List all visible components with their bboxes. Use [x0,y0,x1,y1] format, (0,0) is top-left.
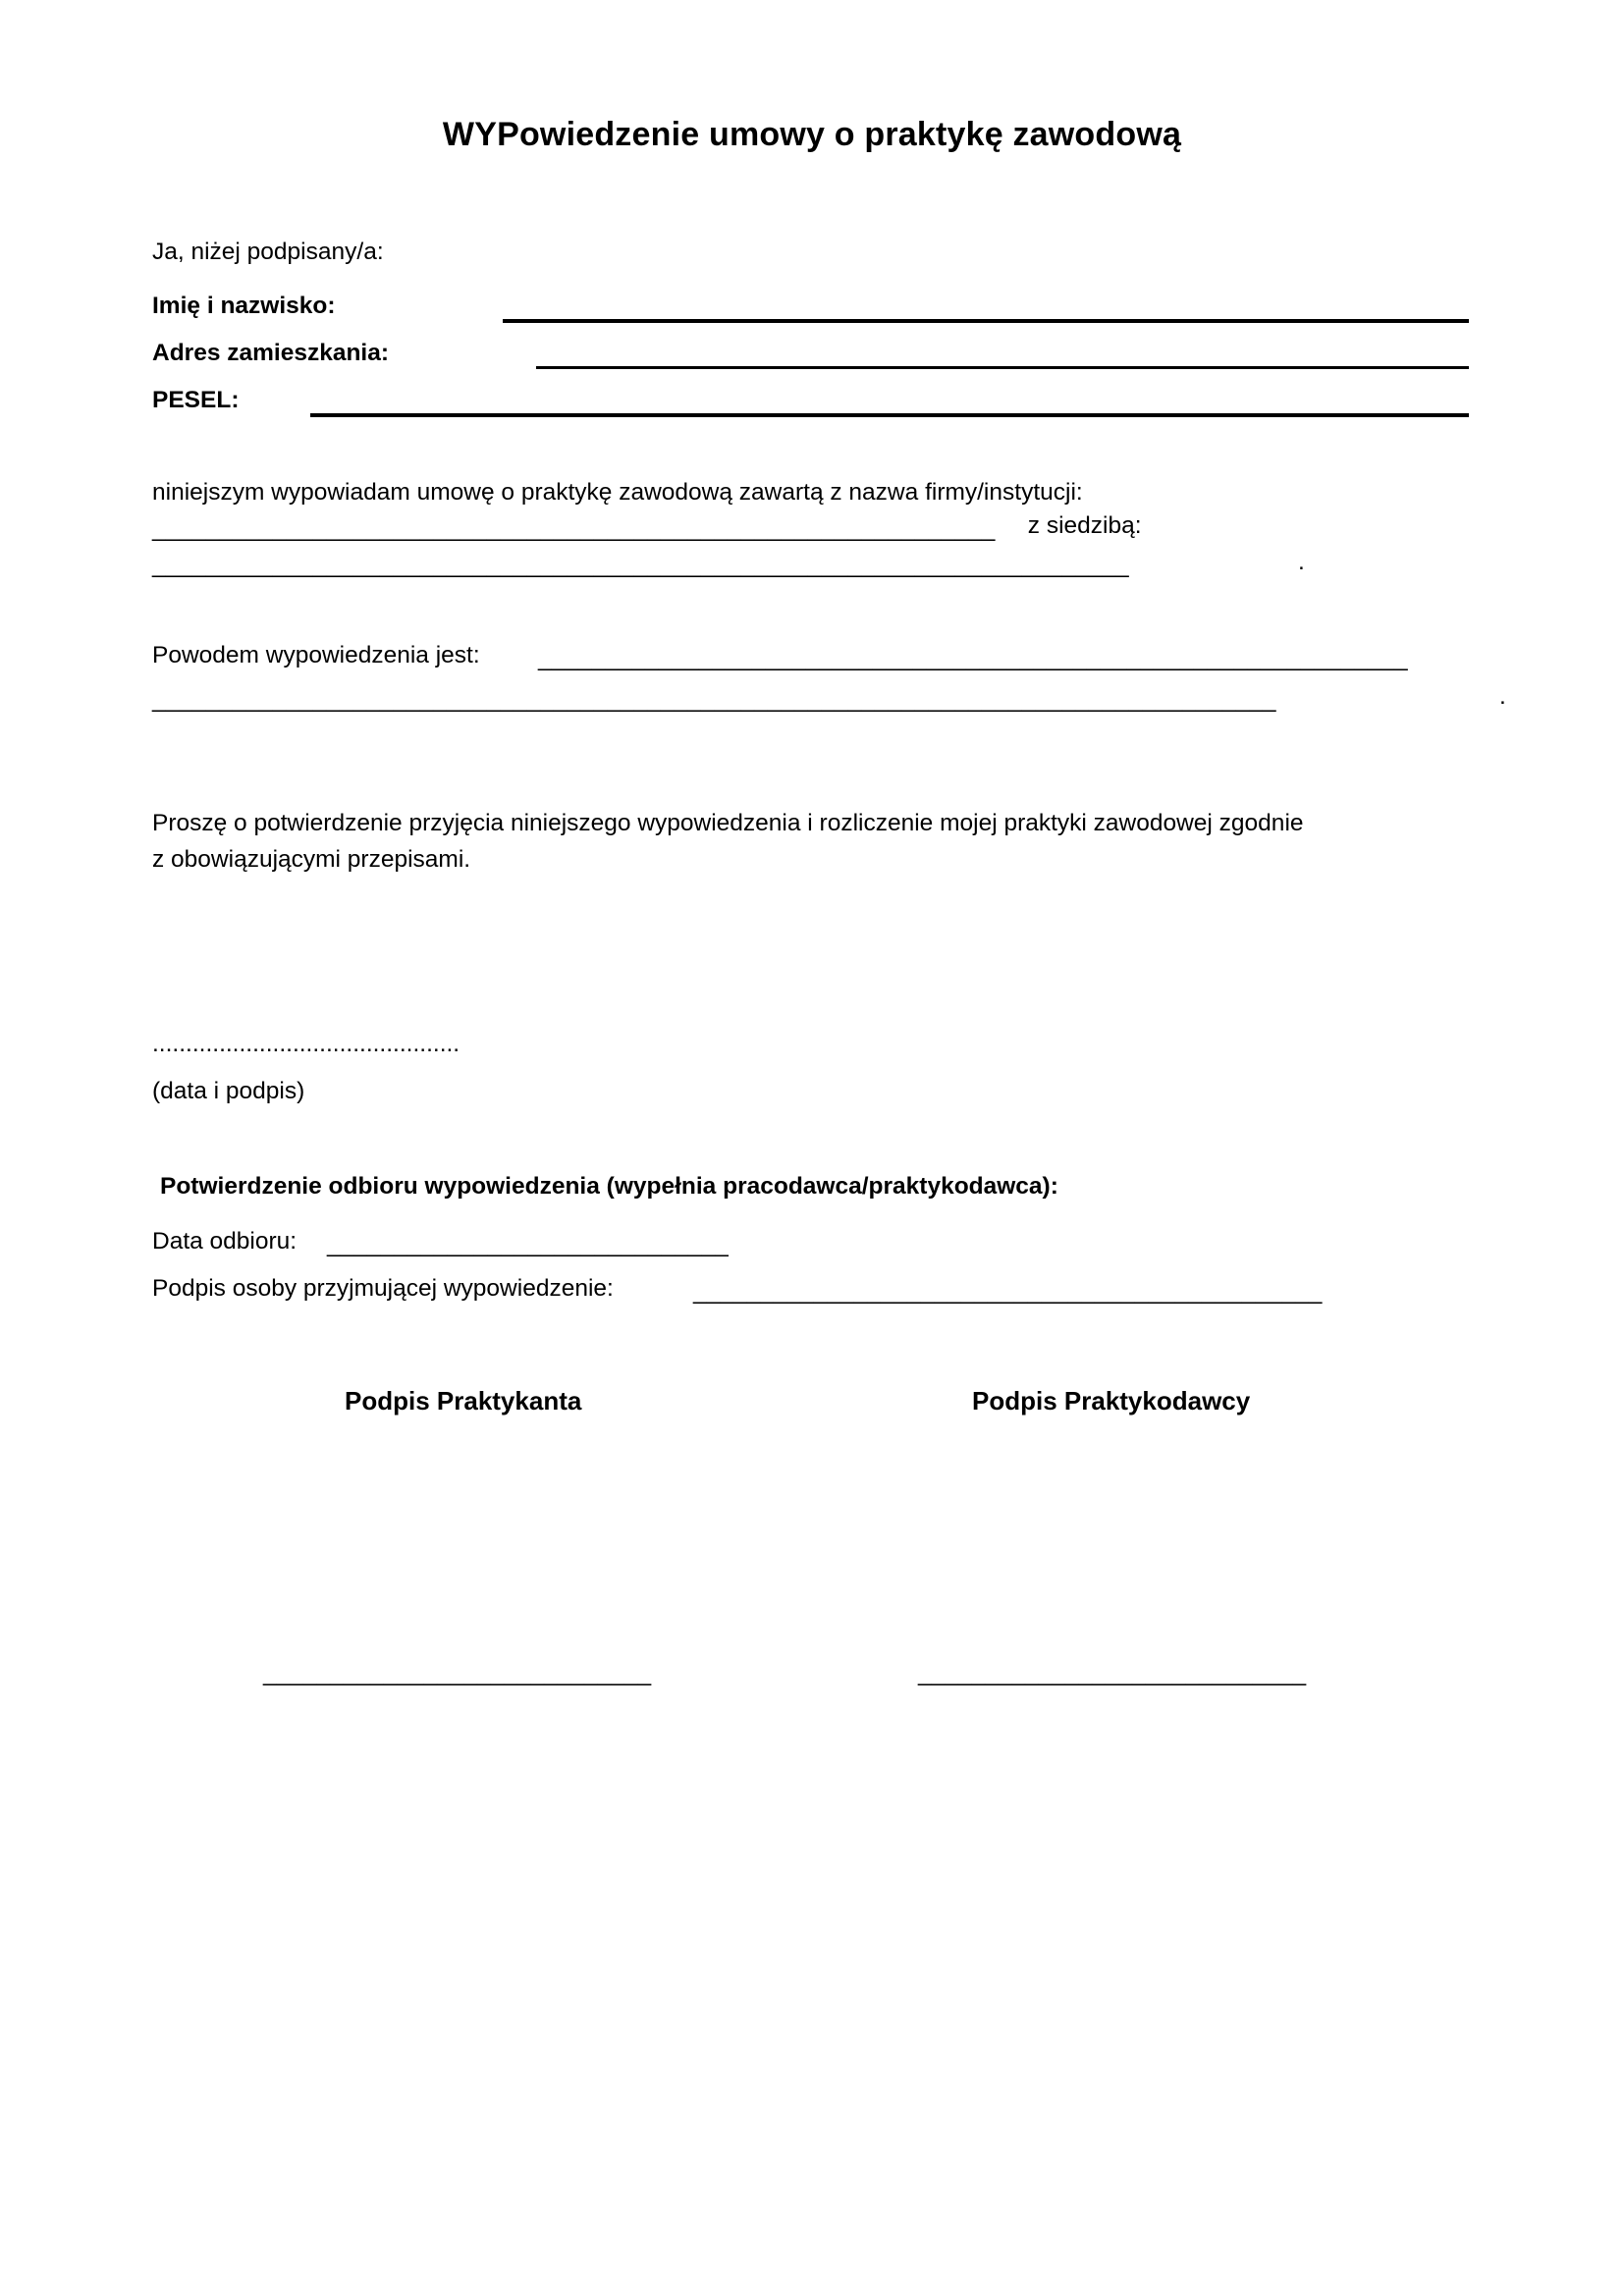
receipt-signature-label: Podpis osoby przyjmującej wypowiedzenie: [152,1275,614,1302]
request-line-2: z obowiązującymi przepisami. [152,846,471,873]
field-input-address[interactable] [536,366,1469,369]
signature-line-employer[interactable]: _____________________________ [918,1660,1307,1686]
reason-blank-2[interactable]: ____________________________________________________________________________________ [152,686,1276,713]
date-signature-caption: (data i podpis) [152,1078,305,1104]
reason-period: . [1499,683,1506,710]
clause-line-1: niniejszym wypowiadam umowę o praktykę zawodową zawartą z nazwa firmy/instytucji: [152,479,1083,506]
field-label-address: Adres zamieszkania: [152,340,390,366]
field-label-pesel: PESEL: [152,387,240,413]
receipt-date-blank[interactable]: ______________________________ [327,1231,729,1257]
reason-label: Powodem wypowiedzenia jest: [152,642,480,668]
signature-title-intern: Podpis Praktykanta [345,1386,582,1415]
reason-blank-1[interactable]: _________________________________________________________________ [538,645,1408,671]
page-title: WYPowiedzenie umowy o praktykę zawodową [442,116,1182,153]
field-input-full-name[interactable] [503,319,1469,323]
date-signature-dotted-line[interactable]: .............................................. [152,1031,460,1057]
signature-title-employer: Podpis Praktykodawcy [972,1386,1251,1415]
clause-blank-company[interactable]: _______________________________________________________________ [152,515,996,542]
receipt-signature-blank[interactable]: _______________________________________________ [693,1278,1323,1305]
receipt-heading: Potwierdzenie odbioru wypowiedzenia (wypełnia pracodawca/praktykodawca): [160,1173,1058,1200]
intro-line: Ja, niżej podpisany/a: [152,239,384,265]
field-label-full-name: Imię i nazwisko: [152,293,336,319]
receipt-date-label: Data odbioru: [152,1228,298,1255]
clause-blank-seat[interactable]: _________________________________________________________________________ [152,552,1129,578]
field-input-pesel[interactable] [310,413,1469,417]
clause-period: . [1298,549,1305,575]
signature-line-intern[interactable]: _____________________________ [263,1660,652,1686]
request-line-1: Proszę o potwierdzenie przyjęcia niniejszego wypowiedzenia i rozliczenie mojej praktyki zawodowej zgodnie [152,810,1304,836]
clause-mid-label: z siedzibą: [1021,512,1142,539]
